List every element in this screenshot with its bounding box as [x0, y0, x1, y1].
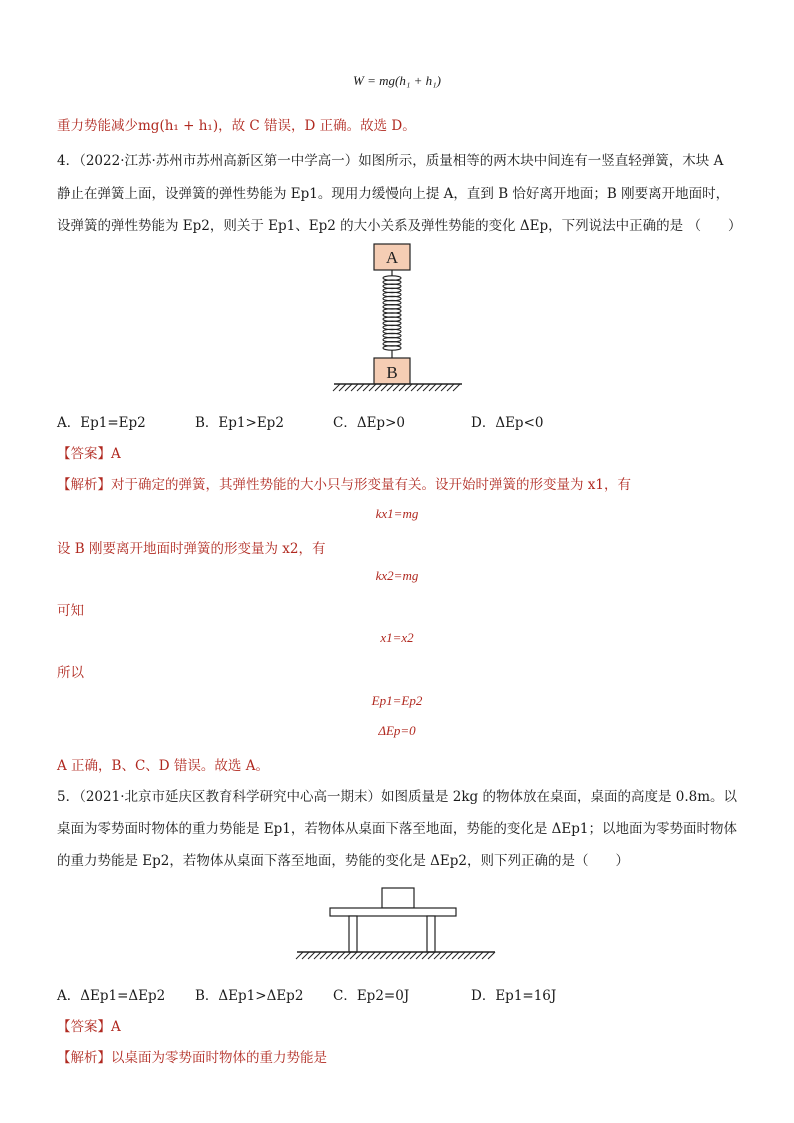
ground-hatch: [381, 384, 388, 391]
q4-formula-1: kx1=mg: [375, 506, 419, 521]
ground-hatch: [416, 952, 423, 959]
ground-hatch: [338, 952, 345, 959]
ground-hatch: [308, 952, 315, 959]
ground-hatch: [351, 384, 358, 391]
ground-hatch: [482, 952, 489, 959]
ground-hatch: [345, 384, 352, 391]
ground-hatch: [417, 384, 424, 391]
top-formula: W = mg(h₁ + h₁): [353, 73, 441, 88]
ground-hatch: [458, 952, 465, 959]
q5-stem-line1: 5．（2021·北京市延庆区教育科学研究中心高一期末）如图质量是 2kg 的物体放在桌面，桌面的高度是 0.8m。以: [57, 789, 738, 805]
answer-value: A: [111, 446, 121, 462]
q4-formula-2: kx2=mg: [375, 568, 419, 583]
ground-hatch: [326, 952, 333, 959]
q5-option-d[interactable]: D．Ep1=16J: [471, 988, 557, 1004]
ground-hatch: [386, 952, 393, 959]
ground-hatch: [476, 952, 483, 959]
q4-conclusion: A 正确，B、C、D 错误。故选 A。: [57, 758, 269, 774]
ground-hatch: [356, 952, 363, 959]
ground-hatch: [464, 952, 471, 959]
q4-text-3: 可知: [57, 603, 84, 619]
q4-option-b[interactable]: B．Ep1>Ep2: [195, 415, 284, 431]
q4-text-2: 设 B 刚要离开地面时弹簧的形变量为 x2，有: [57, 541, 326, 557]
ground-hatch: [404, 952, 411, 959]
ground-hatch: [441, 384, 448, 391]
ground-hatch: [447, 384, 454, 391]
ground-hatch: [488, 952, 495, 959]
ground-hatch: [398, 952, 405, 959]
analysis-tag: 【解析】: [57, 1050, 111, 1066]
ground-hatch: [333, 384, 340, 391]
table-leg-left: [349, 916, 357, 952]
ground-hatch: [314, 952, 321, 959]
ground-hatch: [452, 952, 459, 959]
block-a-label: A: [385, 248, 399, 267]
q4-option-c[interactable]: C．ΔEp>0: [333, 415, 405, 431]
ground-hatch: [428, 952, 435, 959]
ground-hatch: [368, 952, 375, 959]
table-figure: [295, 884, 500, 964]
ground-hatch: [332, 952, 339, 959]
q5-analysis: [57, 1046, 327, 1066]
ground-hatch: [357, 384, 364, 391]
ground-hatch: [374, 952, 381, 959]
q4-answer: [57, 442, 121, 462]
ground-hatch: [405, 384, 412, 391]
q5-answer: [57, 1015, 121, 1035]
analysis-text: 对于确定的弹簧，其弹性势能的大小只与形变量有关。设开始时弹簧的形变量为 x1，有: [111, 477, 631, 493]
table-leg-right: [427, 916, 435, 952]
q5-option-a[interactable]: A．ΔEp1=ΔEp2: [57, 988, 166, 1004]
ground-hatch: [429, 384, 436, 391]
ground-hatch: [411, 384, 418, 391]
ground-hatch: [440, 952, 447, 959]
q4-analysis: [57, 473, 631, 493]
q5-stem-line2: 桌面为零势面时物体的重力势能是 Ep1，若物体从桌面下落至地面，势能的变化是 ΔEp1；以地面为零势面时物体: [57, 821, 738, 837]
spring-coil: [383, 276, 401, 350]
answer-value: A: [111, 1019, 121, 1035]
block-b-label: B: [386, 363, 398, 382]
ground-hatch: [362, 952, 369, 959]
answer-tag: 【答案】: [57, 446, 111, 462]
ground-hatch: [434, 952, 441, 959]
ground-hatch: [363, 384, 370, 391]
ground-hatch: [369, 384, 376, 391]
table-top: [330, 908, 456, 916]
ground-hatch: [392, 952, 399, 959]
ground-hatch: [446, 952, 453, 959]
q4-text-4: 所以: [57, 665, 84, 681]
q5-option-c[interactable]: C．Ep2=0J: [333, 988, 410, 1004]
ground-hatch: [410, 952, 417, 959]
q4-option-d[interactable]: D．ΔEp<0: [471, 415, 544, 431]
ground-hatch: [423, 384, 430, 391]
ground-hatch: [350, 952, 357, 959]
ground-hatch: [393, 384, 400, 391]
q4-option-a[interactable]: A．Ep1=Ep2: [57, 415, 146, 431]
ground-hatch: [344, 952, 351, 959]
spring-blocks-figure: [330, 240, 466, 400]
ground-hatch: [320, 952, 327, 959]
q5-option-b[interactable]: B．ΔEp1>ΔEp2: [195, 988, 304, 1004]
q3-conclusion: 重力势能减少mg(h₁ + h₁)，故 C 错误，D 正确。故选 D。: [57, 118, 416, 134]
q4-stem-line2: 静止在弹簧上面，设弹簧的弹性势能为 Ep1。现用力缓慢向上提 A，直到 B 恰好离开地面；B 刚要离开地面时，: [57, 186, 730, 202]
ground-hatch: [470, 952, 477, 959]
q4-stem-line3: 设弹簧的弹性势能为 Ep2，则关于 Ep1、Ep2 的大小关系及弹性势能的变化 ΔEp，下列说法中正确的是 （ ）: [57, 218, 742, 234]
ground-hatch: [375, 384, 382, 391]
ground-hatch: [453, 384, 460, 391]
q4-formula-4: Ep1=Ep2: [371, 693, 423, 708]
q4-formula-5: ΔEp=0: [378, 723, 416, 738]
q4-stem-line1: 4．（2022·江苏·苏州市苏州高新区第一中学高一）如图所示，质量相等的两木块中间连有一竖直轻弹簧，木块 A: [57, 153, 724, 169]
answer-tag: 【答案】: [57, 1019, 111, 1035]
ground-hatch: [422, 952, 429, 959]
ground-hatch: [380, 952, 387, 959]
analysis-text: 以桌面为零势面时物体的重力势能是: [111, 1050, 327, 1066]
ground-hatch: [387, 384, 394, 391]
ground-hatch: [435, 384, 442, 391]
analysis-tag: 【解析】: [57, 477, 111, 493]
q4-formula-3: x1=x2: [380, 630, 414, 645]
q5-stem-line3: 的重力势能是 Ep2，若物体从桌面下落至地面，势能的变化是 ΔEp2，则下列正确的是（ ）: [57, 853, 630, 869]
ground-hatch: [302, 952, 309, 959]
ground-hatch: [399, 384, 406, 391]
object-block: [382, 888, 414, 908]
ground-hatch: [296, 952, 303, 959]
ground-hatch: [339, 384, 346, 391]
